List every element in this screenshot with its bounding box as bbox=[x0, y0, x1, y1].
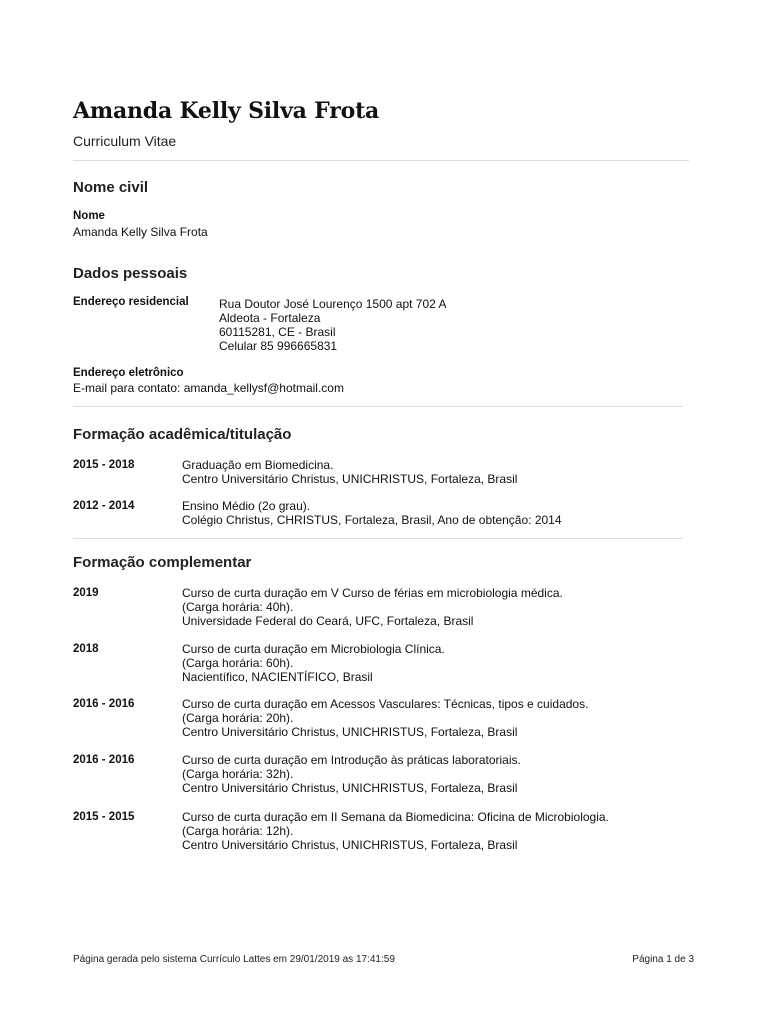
header-divider bbox=[73, 160, 689, 161]
entry-line: (Carga horária: 12h). bbox=[182, 824, 294, 838]
section-title-formacao-complementar: Formação complementar bbox=[73, 554, 252, 571]
section-title-nome-civil: Nome civil bbox=[73, 179, 149, 196]
nome-label: Nome bbox=[73, 210, 105, 222]
section-divider bbox=[73, 406, 683, 407]
entry-line: Centro Universitário Christus, UNICHRISTUS, Fortaleza, Brasil bbox=[182, 725, 518, 739]
cv-subtitle: Curriculum Vitae bbox=[73, 133, 177, 149]
entry-line: Curso de curta duração em Microbiologia Clínica. bbox=[182, 642, 445, 656]
entry-details bbox=[182, 642, 445, 684]
section-title-dados-pessoais: Dados pessoais bbox=[73, 265, 188, 282]
complementary-entry bbox=[73, 753, 693, 797]
entry-line: Curso de curta duração em II Semana da Biomedicina: Oficina de Microbiologia. bbox=[182, 810, 609, 824]
entry-details bbox=[182, 458, 517, 486]
endereco-residencial-label: Endereço residencial bbox=[73, 296, 189, 308]
entry-line: (Carga horária: 60h). bbox=[182, 656, 294, 670]
complementary-entry bbox=[73, 810, 693, 854]
entry-period: 2016 - 2016 bbox=[73, 754, 135, 766]
endereco-residencial-value bbox=[219, 297, 447, 353]
entry-period: 2012 - 2014 bbox=[73, 500, 135, 512]
endereco-line: Celular 85 996665831 bbox=[219, 339, 338, 353]
academic-entry bbox=[73, 458, 693, 502]
entry-period: 2016 - 2016 bbox=[73, 698, 135, 710]
entry-line: Colégio Christus, CHRISTUS, Fortaleza, Brasil, Ano de obtenção: 2014 bbox=[182, 513, 562, 527]
entry-line: (Carga horária: 40h). bbox=[182, 600, 294, 614]
entry-period: 2019 bbox=[73, 587, 99, 599]
entry-line: Graduação em Biomedicina. bbox=[182, 458, 334, 472]
entry-period: 2015 - 2015 bbox=[73, 811, 135, 823]
complementary-entry bbox=[73, 697, 693, 741]
entry-line: Universidade Federal do Ceará, UFC, Fortaleza, Brasil bbox=[182, 614, 474, 628]
entry-details bbox=[182, 810, 609, 852]
entry-period: 2018 bbox=[73, 643, 99, 655]
entry-line: (Carga horária: 20h). bbox=[182, 711, 294, 725]
complementary-entry bbox=[73, 642, 693, 686]
cv-name: Amanda Kelly Silva Frota bbox=[73, 98, 380, 124]
endereco-line: Rua Doutor José Lourenço 1500 apt 702 A bbox=[219, 297, 447, 311]
entry-line: Nacientífico, NACIENTÍFICO, Brasil bbox=[182, 670, 373, 684]
footer-page-number: Página 1 de 3 bbox=[632, 954, 694, 965]
endereco-eletronico-value: E-mail para contato: amanda_kellysf@hotmail.com bbox=[73, 381, 344, 395]
academic-entry bbox=[73, 499, 693, 543]
section-title-formacao-academica: Formação acadêmica/titulação bbox=[73, 426, 292, 443]
entry-line: Ensino Médio (2o grau). bbox=[182, 499, 311, 513]
entry-details bbox=[182, 586, 563, 628]
section-divider bbox=[73, 538, 683, 539]
endereco-line: 60115281, CE - Brasil bbox=[219, 325, 336, 339]
entry-details bbox=[182, 753, 521, 795]
entry-line: Curso de curta duração em V Curso de férias em microbiologia médica. bbox=[182, 586, 563, 600]
entry-line: Curso de curta duração em Acessos Vasculares: Técnicas, tipos e cuidados. bbox=[182, 697, 589, 711]
entry-line: Curso de curta duração em Introdução às práticas laboratoriais. bbox=[182, 753, 521, 767]
endereco-eletronico-label: Endereço eletrônico bbox=[73, 367, 184, 379]
entry-line: Centro Universitário Christus, UNICHRISTUS, Fortaleza, Brasil bbox=[182, 838, 518, 852]
entry-period: 2015 - 2018 bbox=[73, 459, 135, 471]
endereco-line: Aldeota - Fortaleza bbox=[219, 311, 321, 325]
entry-details bbox=[182, 697, 588, 739]
entry-line: Centro Universitário Christus, UNICHRISTUS, Fortaleza, Brasil bbox=[182, 781, 518, 795]
entry-details bbox=[182, 499, 562, 527]
complementary-entry bbox=[73, 586, 693, 630]
nome-value: Amanda Kelly Silva Frota bbox=[73, 225, 208, 239]
entry-line: Centro Universitário Christus, UNICHRISTUS, Fortaleza, Brasil bbox=[182, 472, 518, 486]
footer-generated-text: Página gerada pelo sistema Currículo Lattes em 29/01/2019 as 17:41:59 bbox=[73, 954, 395, 965]
entry-line: (Carga horária: 32h). bbox=[182, 767, 294, 781]
